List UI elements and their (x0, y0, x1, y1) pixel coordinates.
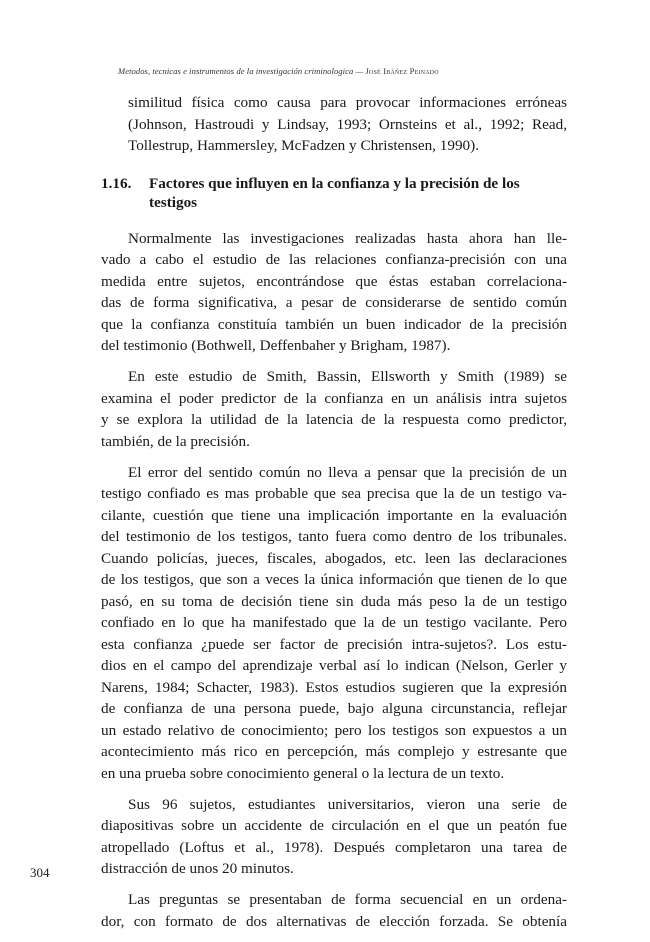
text-line: un estado relativo de conocimiento; pero los testigos son expuestos a un (101, 721, 567, 739)
running-header (118, 66, 439, 76)
continuation-paragraph (128, 92, 567, 157)
text-line: Las preguntas se presentaban de forma secuencial en un ordena- (128, 891, 567, 909)
text-line: Cuando policías, jueces, fiscales, abogados, etc. leen las declaraciones (101, 549, 567, 567)
text-line: también, de la precisión. (101, 432, 250, 450)
text-line: Sus 96 sujetos, estudiantes universitarios, vieron una serie de (128, 795, 567, 813)
text-line: Narens, 1984; Schacter, 1983). Estos estudios sugieren que la expresión (101, 678, 567, 696)
text-line: diapositivas sobre un accidente de circulación en el que un peatón fue (101, 817, 567, 835)
paragraph (101, 889, 567, 932)
text-line: (Johnson, Hastroudi y Lindsay, 1993; Ornsteins et al., 1992; Read, (128, 115, 567, 133)
text-line: Tollestrup, Hammersley, McFadzen y Christensen, 1990). (128, 137, 479, 154)
paragraph (101, 228, 567, 357)
text-line: de los testigos, que son a veces la única información que tienen de lo que (101, 571, 567, 589)
text-line: que la confianza constituía también un buen indicador de la precisión (101, 315, 567, 333)
text-line: atropellado (Loftus et al., 1978). Después completaron una tarea de (101, 838, 567, 856)
text-line: medida entre sujetos, encontrándose que éstas estaban correlaciona- (101, 272, 567, 290)
text-line: en una prueba sobre conocimiento general o la lectura de un texto. (101, 764, 505, 782)
text-line: Normalmente las investigaciones realizadas hasta ahora han lle- (128, 229, 567, 247)
text-line: esta confianza ¿puede ser factor de precisión intra-sujetos?. Los estu- (101, 635, 567, 653)
section-title: Factores que influyen en la confianza y la precisión de los testigos (149, 174, 520, 211)
text-line: distracción de unos 20 minutos. (101, 860, 294, 878)
text-line: dor, con formato de dos alternativas de elección forzada. Se obtenía (101, 912, 567, 930)
paragraph (101, 794, 567, 880)
text-line: El error del sentido común no lleva a pensar que la precisión de un (128, 463, 567, 481)
text-line: pasó, en su toma de decisión tiene sin duda más peso la de un testigo (101, 592, 567, 610)
text-line: dios en el campo del aprendizaje verbal así lo indican (Nelson, Gerler y (101, 657, 567, 675)
text-line: y se explora la utilidad de la latencia de la respuesta como predictor, (101, 411, 567, 429)
text-line: vado a cabo el estudio de las relaciones confianza-precisión con una (101, 251, 567, 268)
paragraph (101, 366, 567, 452)
text-line: de confianza de una persona puede, bajo alguna circunstancia, reflejar (101, 700, 567, 718)
body-paragraphs (101, 228, 567, 933)
paragraph (101, 462, 567, 785)
page-number: 304 (30, 865, 50, 880)
author-name: José Ibáñez Peinado (365, 66, 439, 76)
text-line: examina el poder predictor de la confianza en un análisis intra sujetos (101, 389, 567, 407)
text-line: En este estudio de Smith, Bassin, Ellsworth y Smith (1989) se (128, 368, 567, 386)
text-line: confiado en lo que ha manifestado que la de un testigo vacilante. Pero (101, 614, 567, 632)
text-line: testigo confiado es mas probable que sea precisa que la de un testigo va- (101, 485, 567, 503)
text-line: del testimonio (Bothwell, Deffenbaher y Brigham, 1987). (101, 337, 451, 354)
section-number: 1.16. (101, 174, 132, 192)
text-line: cilante, cuestión que tiene una implicación importante en la evaluación (101, 506, 567, 524)
running-title: Metodos, tecnicas e instrumentos de la investigación criminologica — (118, 66, 366, 76)
text-line: das de forma significativa, a pesar de considerarse de sentido común (101, 294, 567, 311)
text-line: del testimonio de los testigos, tanto fuera como dentro de los tribunales. (101, 528, 567, 546)
text-line: acontecimiento más rico en percepción, más complejo y estresante que (101, 743, 567, 761)
section-heading (101, 174, 567, 212)
text-line: similitud física como causa para provocar informaciones erróneas (128, 94, 567, 111)
page-body (101, 92, 567, 942)
